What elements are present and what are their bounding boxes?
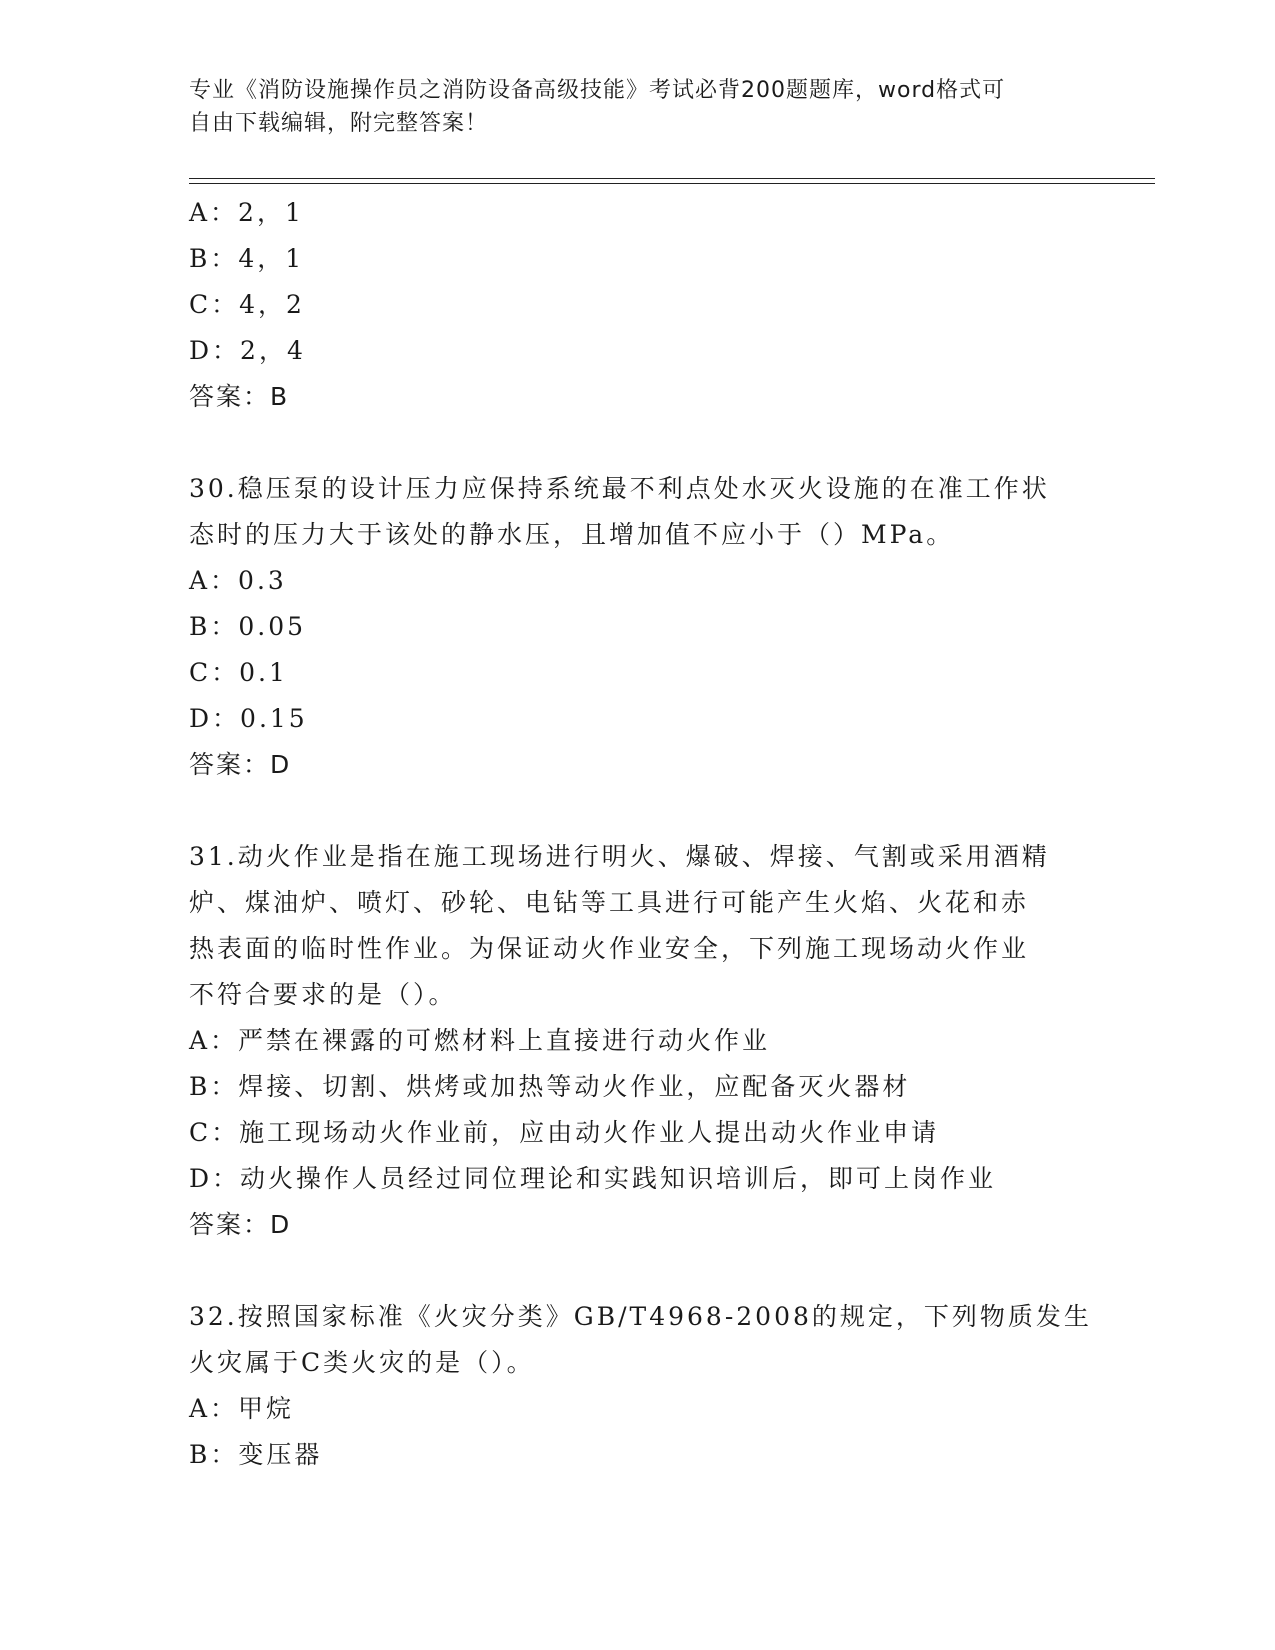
spacer xyxy=(189,420,1089,466)
answer-line: 答案：D xyxy=(189,1210,292,1239)
option-c: C：4，2 xyxy=(189,290,305,319)
document-header xyxy=(189,74,1089,140)
question-text-line: 炉、煤油炉、喷灯、砂轮、电钻等工具进行可能产生火焰、火花和赤 xyxy=(189,888,1030,917)
header-line-2: 自由下载编辑，附完整答案！ xyxy=(189,111,489,136)
header-divider-bottom xyxy=(189,183,1155,184)
option-d: D：2，4 xyxy=(189,336,306,365)
option-d: D：动火操作人员经过同位理论和实践知识培训后，即可上岗作业 xyxy=(189,1164,997,1193)
question-text-line: 31.动火作业是指在施工现场进行明火、爆破、焊接、气割或采用酒精 xyxy=(189,842,1050,871)
question-text-line: 火灾属于C类火灾的是（）。 xyxy=(189,1348,535,1377)
question-32 xyxy=(189,1294,1092,1478)
question-29 xyxy=(189,190,1089,420)
question-30 xyxy=(189,466,1089,788)
option-a: A：0.3 xyxy=(189,566,287,595)
question-text-line: 30.稳压泵的设计压力应保持系统最不利点处水灭火设施的在准工作状 xyxy=(189,474,1050,503)
option-b: B：焊接、切割、烘烤或加热等动火作业，应配备灭火器材 xyxy=(189,1072,911,1101)
answer-line: 答案：B xyxy=(189,382,290,411)
header-divider-top xyxy=(189,178,1155,179)
option-d: D：0.15 xyxy=(189,704,308,733)
question-text-line: 热表面的临时性作业。为保证动火作业安全，下列施工现场动火作业 xyxy=(189,934,1030,963)
option-a: A：甲烷 xyxy=(189,1394,295,1423)
option-a: A：2，1 xyxy=(189,198,304,227)
option-b: B：0.05 xyxy=(189,612,307,641)
option-c: C：0.1 xyxy=(189,658,288,687)
question-text-line: 态时的压力大于该处的静水压，且增加值不应小于（）MPa。 xyxy=(189,520,955,549)
option-a: A：严禁在裸露的可燃材料上直接进行动火作业 xyxy=(189,1026,771,1055)
spacer xyxy=(189,788,1089,834)
option-b: B：变压器 xyxy=(189,1440,323,1469)
spacer xyxy=(189,1248,1089,1294)
answer-line: 答案：D xyxy=(189,750,292,779)
question-31 xyxy=(189,834,1089,1248)
question-list xyxy=(189,190,1092,1478)
question-text-line: 不符合要求的是（）。 xyxy=(189,980,457,1009)
header-line-1: 专业《消防设施操作员之消防设备高级技能》考试必背200题题库，word格式可 xyxy=(189,78,1006,103)
question-text-line: 32.按照国家标准《火灾分类》GB/T4968-2008的规定，下列物质发生 xyxy=(189,1302,1092,1331)
option-c: C：施工现场动火作业前，应由动火作业人提出动火作业申请 xyxy=(189,1118,940,1147)
option-b: B：4，1 xyxy=(189,244,305,273)
